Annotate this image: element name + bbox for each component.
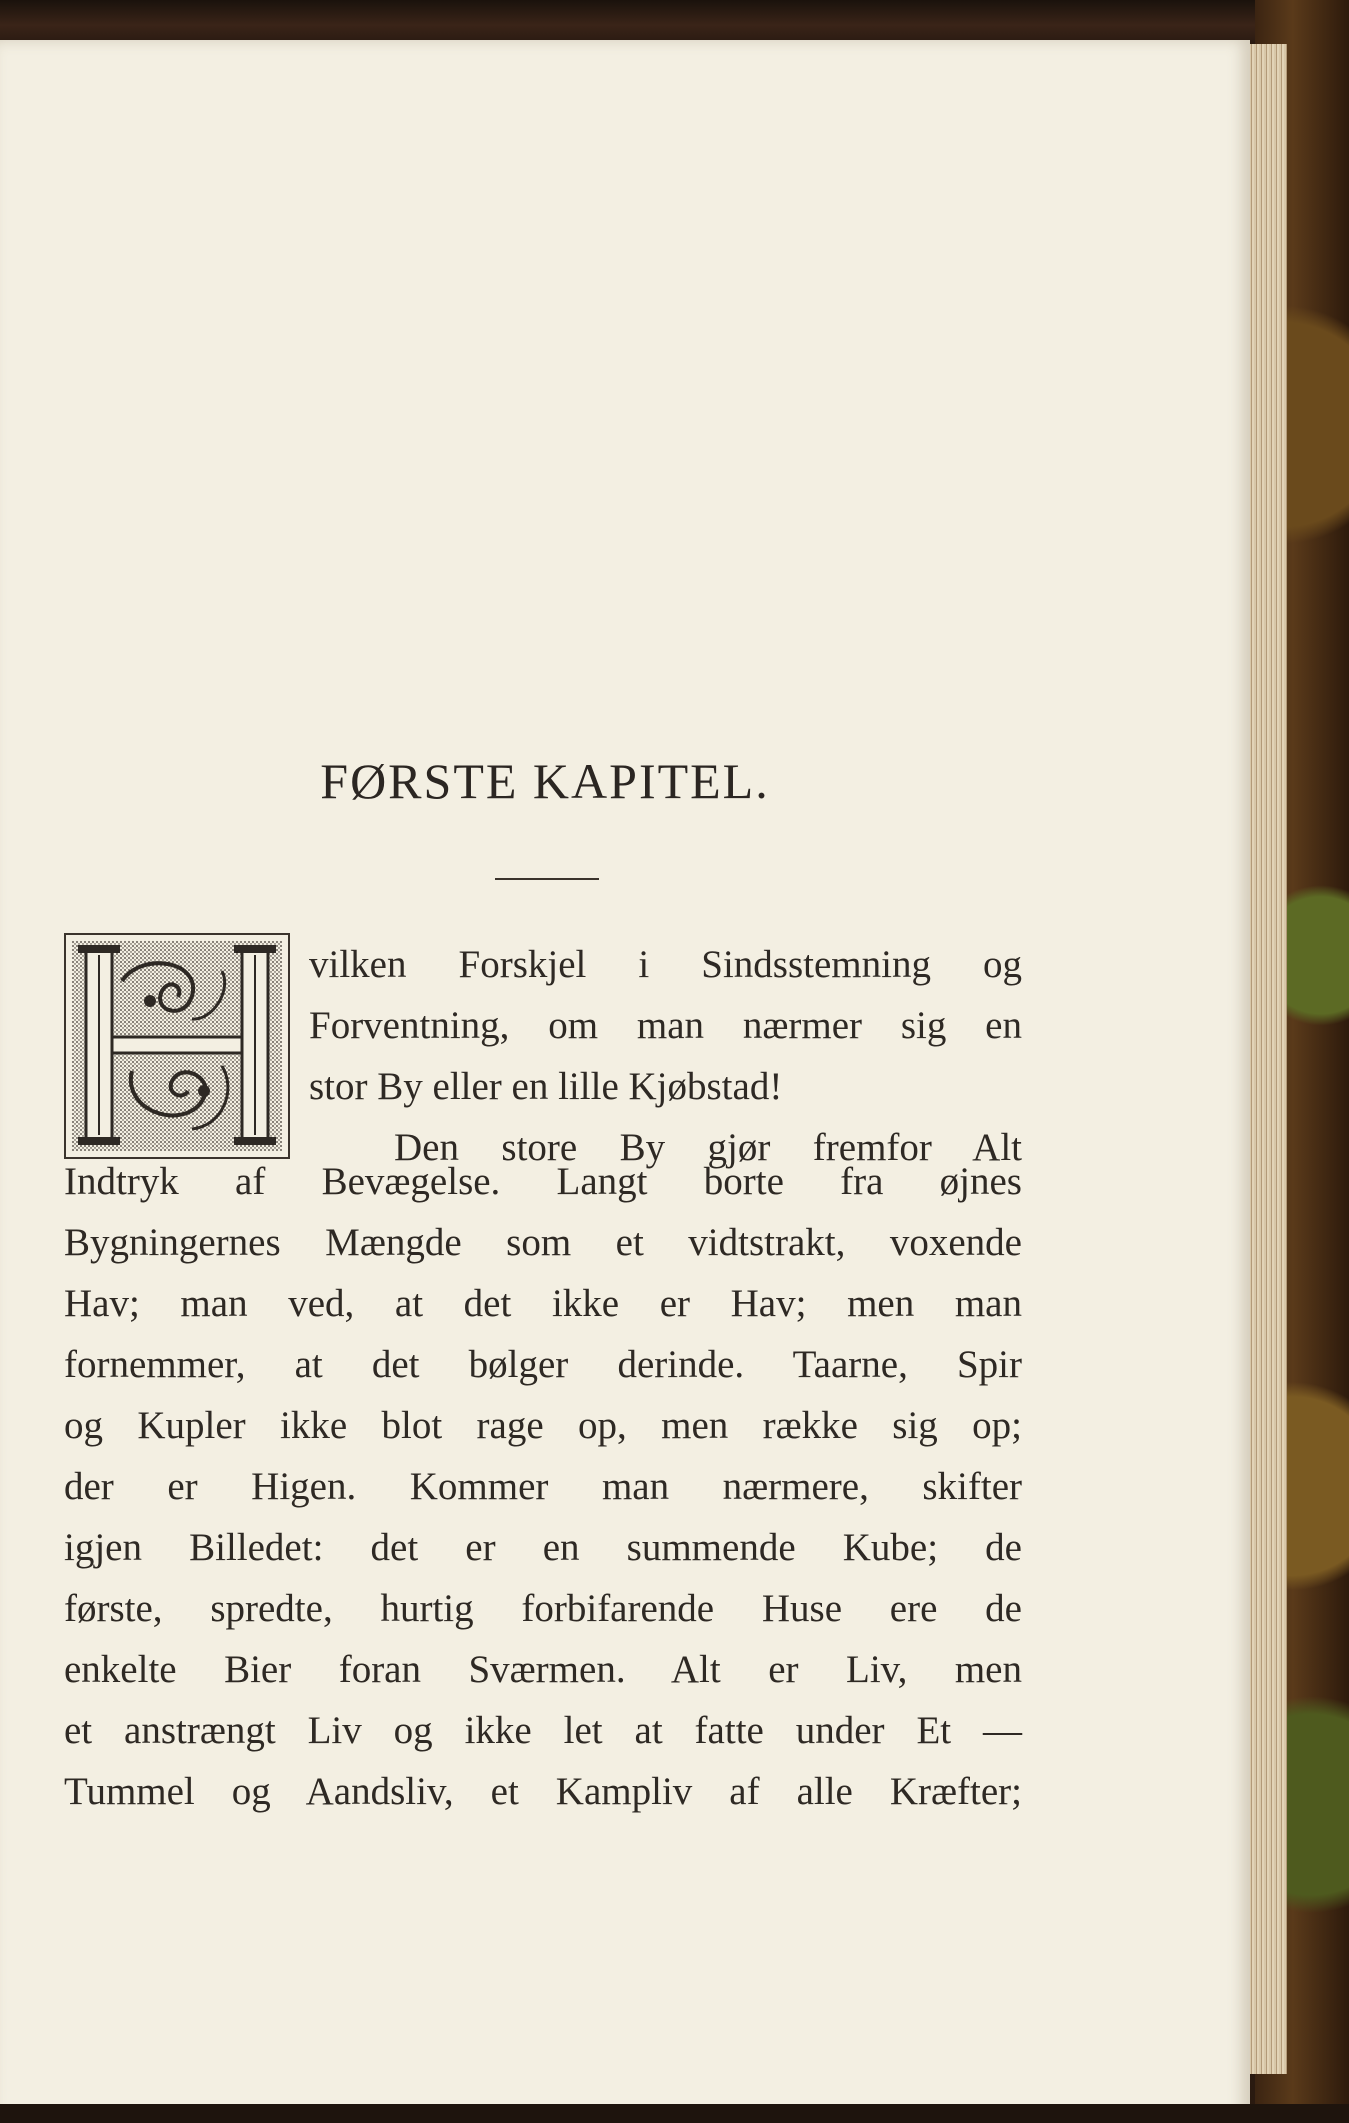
- text-line: stor By eller en lille Kjøbstad!: [309, 1065, 783, 1108]
- text-line: Indtryk af Bevægelse. Langt borte fra øjnes: [64, 1160, 1022, 1203]
- text-line: igjen Billedet: det er en summende Kube; de: [64, 1526, 1022, 1569]
- title-rule: [495, 878, 599, 880]
- scan-top-border: [0, 0, 1349, 42]
- chapter-title: FØRSTE KAPITEL.: [320, 753, 770, 809]
- text-line: første, spredte, hurtig forbifarende Huse ere de: [64, 1587, 1022, 1630]
- scan-bottom-border: [0, 2104, 1349, 2123]
- text-line: enkelte Bier foran Sværmen. Alt er Liv, men: [64, 1648, 1022, 1691]
- text-line: der er Higen. Kommer man nærmere, skifter: [64, 1465, 1022, 1508]
- text-line: Forventning, om man nærmer sig en: [309, 1004, 1022, 1047]
- text-line: Bygningernes Mængde som et vidtstrakt, voxende: [64, 1221, 1022, 1264]
- text-line: Den store By gjør fremfor Alt: [394, 1126, 1022, 1169]
- text-line: et anstrængt Liv og ikke let at fatte under Et —: [64, 1709, 1022, 1752]
- text-line: vilken Forskjel i Sindsstemning og: [309, 943, 1022, 986]
- text-line: Tummel og Aandsliv, et Kampliv af alle Kræfter;: [64, 1770, 1022, 1813]
- text-line: og Kupler ikke blot rage op, men række sig op;: [64, 1404, 1022, 1447]
- paragraph-beside-initial: [309, 934, 1022, 1178]
- text-line: Hav; man ved, at det ikke er Hav; men man: [64, 1282, 1022, 1325]
- text-line: fornemmer, at det bølger derinde. Taarne, Spir: [64, 1343, 1022, 1386]
- page-edges: [1248, 44, 1287, 2074]
- ornamental-drop-cap-icon: [64, 933, 290, 1159]
- paragraph-body: [64, 1151, 1022, 1822]
